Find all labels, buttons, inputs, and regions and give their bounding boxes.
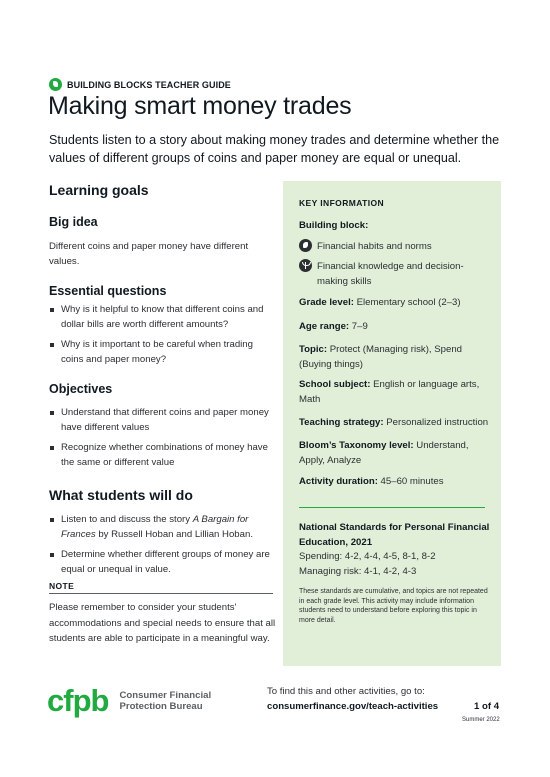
- footer-url-link[interactable]: consumerfinance.gov/teach-activities: [267, 701, 439, 712]
- grade-level: Grade level: Elementary school (2–3): [299, 297, 461, 308]
- building-blocks-leaf-icon: [49, 78, 62, 91]
- note-label: NOTE: [49, 581, 75, 591]
- guide-label-text: BUILDING BLOCKS TEACHER GUIDE: [67, 79, 231, 90]
- big-idea-heading: Big idea: [49, 215, 98, 229]
- teaching-strategy: Teaching strategy: Personalized instruction: [299, 417, 489, 428]
- page-number: 1 of 4: [474, 701, 500, 712]
- financial-habits-icon: [299, 239, 312, 252]
- age-range: Age range: 7–9: [299, 321, 368, 332]
- footer-cta: To find this and other activities, go to:: [267, 686, 425, 697]
- standards-managing-risk: Managing risk: 4-1, 4-2, 4-3: [299, 566, 417, 577]
- building-block-label: Building block:: [299, 220, 369, 231]
- list-item: Listen to and discuss the story A Bargain for Frances by Russell Hoban and Lillian Hoban.: [49, 512, 274, 542]
- financial-knowledge-icon: [299, 259, 312, 272]
- objectives-heading: Objectives: [49, 382, 113, 396]
- objectives-list: [49, 405, 274, 475]
- building-block-habits: Financial habits and norms: [317, 241, 432, 252]
- note-text: Please remember to consider your students' accommodations and special needs to ensure that all students are able to participate in a meaningful way.: [49, 602, 276, 644]
- cfpb-logo: [47, 683, 211, 719]
- list-item: Understand that different coins and paper money have different values: [49, 405, 274, 435]
- blooms-taxonomy: Bloom’s Taxonomy level: Understand, Apply, Analyze: [299, 440, 469, 466]
- book-title: A Bargain for Frances: [61, 514, 249, 540]
- page-subtitle: Students listen to a story about making money trades and determine whether the values of different groups of coins and paper money are equal or unequal.: [49, 133, 500, 165]
- what-students-heading: What students will do: [49, 487, 193, 503]
- standards-spending: Spending: 4-2, 4-4, 4-5, 8-1, 8-2: [299, 551, 436, 562]
- essential-questions-list: [49, 302, 274, 372]
- standards-note: These standards are cumulative, and topics are not repeated in each grade level. This activity may include information students need to understand before exploring this topic in more detail.: [299, 588, 488, 624]
- essential-questions-heading: Essential questions: [49, 284, 167, 298]
- school-subject: School subject: English or language arts, Math: [299, 379, 480, 405]
- publication-date: Summer 2022: [462, 717, 500, 723]
- guide-label: [49, 78, 231, 91]
- what-students-list: [49, 512, 274, 582]
- building-block-knowledge: Financial knowledge and decision-making skills: [317, 261, 464, 287]
- list-item: Determine whether different groups of money are equal or unequal in value.: [49, 547, 274, 577]
- learning-goals-heading: Learning goals: [49, 182, 149, 198]
- standards-heading: National Standards for Personal Financial Education, 2021: [299, 522, 490, 548]
- list-item: Recognize whether combinations of money have the same or different value: [49, 440, 274, 470]
- cfpb-logo-mark: cfpb: [47, 683, 109, 718]
- topic: Topic: Protect (Managing risk), Spend (Buying things): [299, 344, 462, 370]
- big-idea-text: Different coins and paper money have different values.: [49, 241, 249, 267]
- key-information-box: [283, 181, 501, 666]
- activity-duration: Activity duration: 45–60 minutes: [299, 476, 444, 487]
- note-divider: [49, 593, 273, 594]
- list-item: Why is it important to be careful when trading coins and paper money?: [49, 337, 274, 367]
- key-information-label: KEY INFORMATION: [299, 198, 385, 208]
- page-title: Making smart money trades: [48, 92, 352, 120]
- agency-name: Consumer Financial Protection Bureau: [119, 690, 212, 712]
- key-info-divider: [299, 507, 485, 508]
- list-item: Why is it helpful to know that different coins and dollar bills are worth different amounts?: [49, 302, 274, 332]
